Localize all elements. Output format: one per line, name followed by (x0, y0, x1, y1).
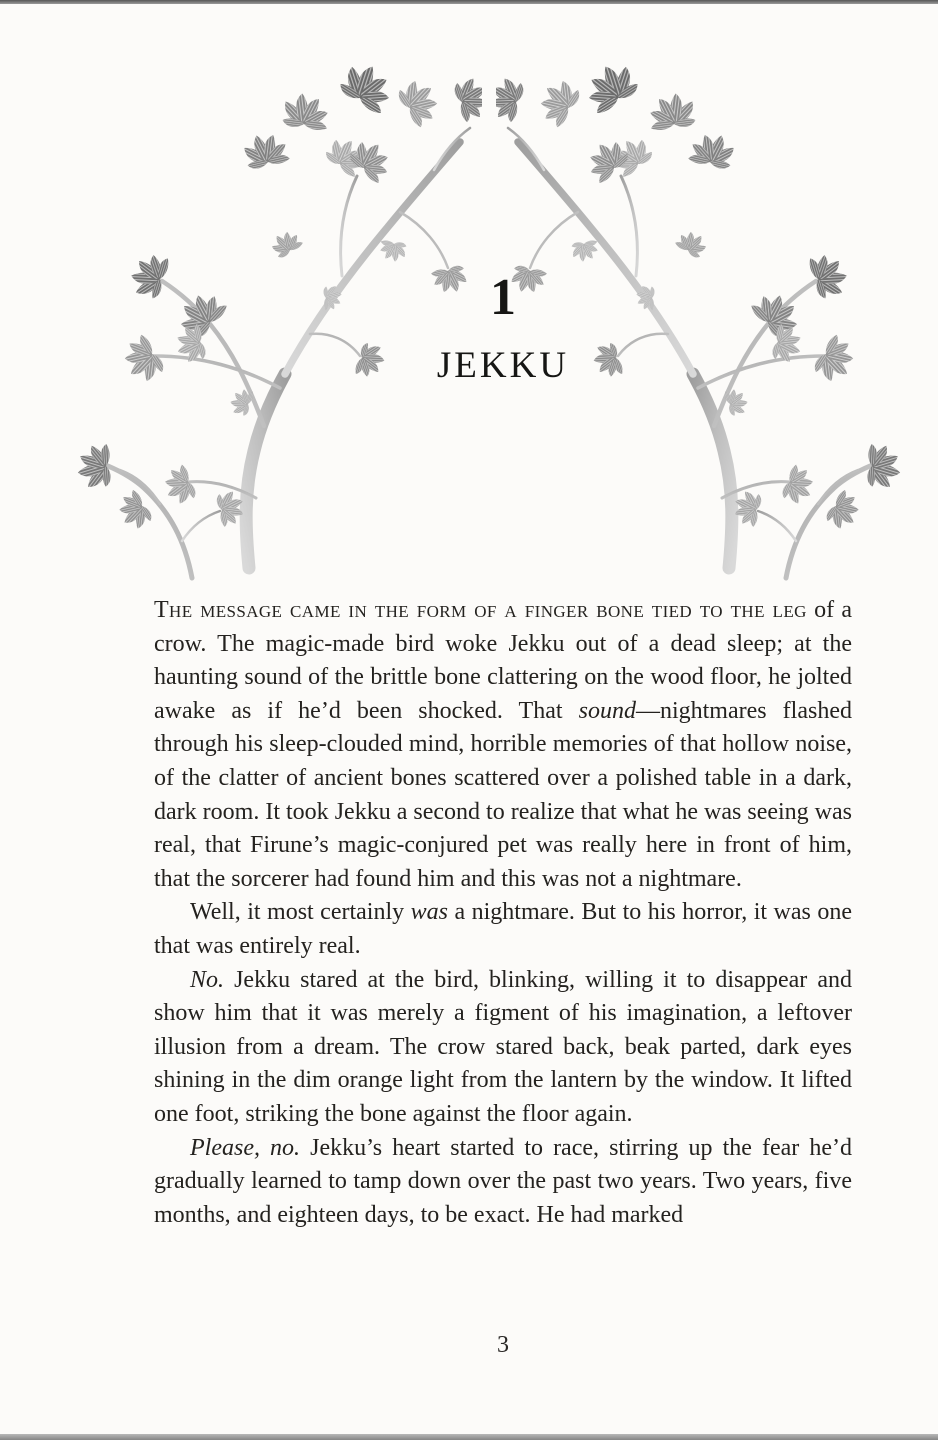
body-text (154, 594, 852, 1232)
body-paragraph (154, 594, 852, 896)
bottom-window-edge (0, 1434, 938, 1440)
text-run: No. (190, 966, 225, 993)
text-run: Well, it most certainly (190, 899, 411, 926)
text-run: The message came in the form of a finger bone tied to the leg (154, 597, 807, 623)
text-run: sound (578, 697, 636, 724)
body-paragraph (154, 964, 852, 1132)
top-window-edge (0, 0, 938, 4)
body-paragraph (154, 1132, 852, 1233)
chapter-number: 1 (490, 269, 516, 326)
chapter-heading (154, 270, 852, 386)
text-run: Jekku stared at the bird, blinking, willing it to disappear and show him that it was merely a figment of his imagination, a leftover illusion from a dream. The crow stared back, beak parted, dark eyes shining in the dim orange light from the lantern by the window. It lifted one foot, striking the bone against the floor again. (154, 966, 852, 1127)
page-number: 3 (497, 1332, 509, 1358)
text-run: Jekku’s heart started to race, stirring up the fear he’d gradually learned to tamp down over the past two years. Two years, five months, and eighteen days, to be exact. He had marked (154, 1134, 852, 1228)
body-paragraph (154, 896, 852, 963)
text-run: of a crow. The magic-made bird woke Jekku out of a dead sleep; at the haunting sound of the brittle bone clattering on the wood floor, he jolted awake as if he’d been shocked. That (154, 597, 852, 724)
text-run: Please, no. (190, 1134, 301, 1161)
text-run: —nightmares flashed through his sleep-clouded mind, horrible memories of that hollow noise, of the clatter of ancient bones scattered over a polished table in a dark, dark room. It took Jekku a second to realize that what he was seeing was real, that Firune’s magic-conjured pet was really here in front of him, that the sorcerer had found him and this was not a nightmare. (154, 697, 852, 892)
text-run: a nightmare. But to his horror, it was one that was entirely real. (154, 899, 853, 959)
chapter-title: JEKKU (436, 345, 570, 386)
text-run: was (410, 899, 448, 926)
